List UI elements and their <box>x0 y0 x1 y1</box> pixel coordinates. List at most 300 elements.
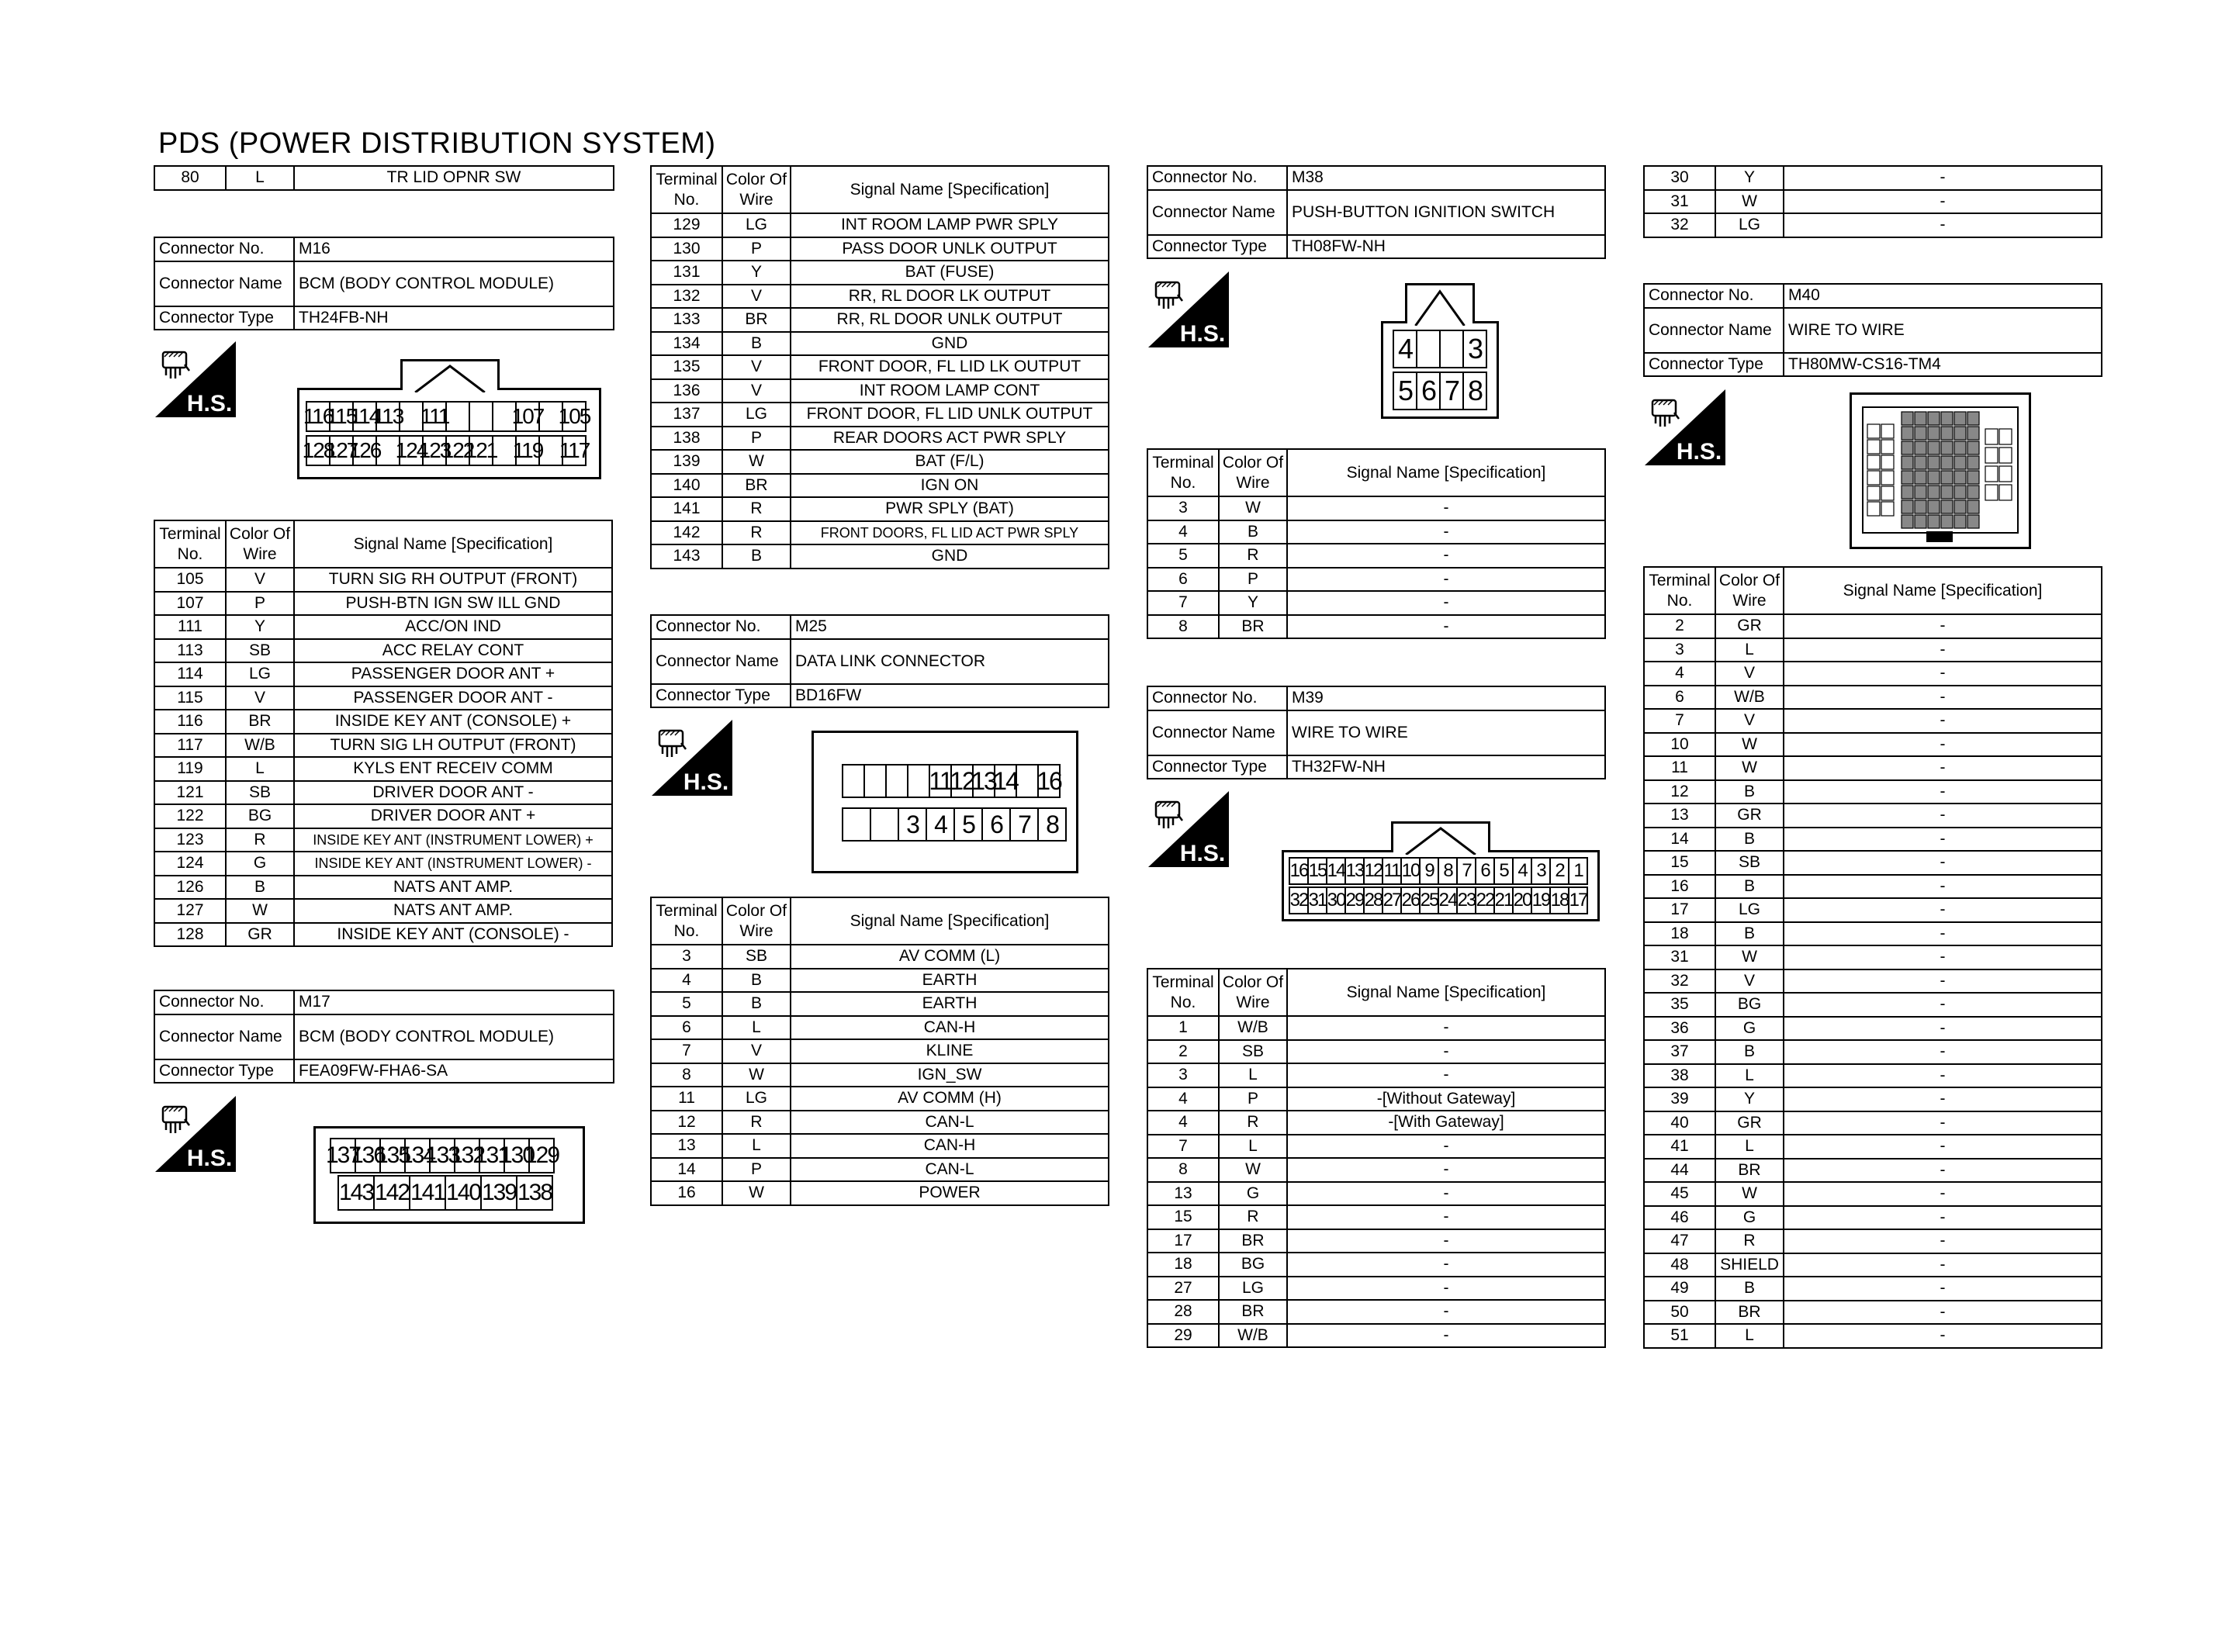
color-cell: P <box>1219 1087 1287 1111</box>
table-row <box>1644 1301 2102 1325</box>
color-cell: BR <box>1219 1229 1287 1253</box>
header-line: Terminal <box>656 901 718 920</box>
color-cell: L <box>722 1016 791 1040</box>
m25-signal-table <box>650 897 1109 1206</box>
table-row <box>1147 1158 1605 1182</box>
table-row <box>1147 1111 1605 1135</box>
color-cell: BR <box>1715 1159 1784 1183</box>
connector-type: TH24FB-NH <box>294 306 614 330</box>
terminal-cell: 35 <box>1644 993 1715 1017</box>
color-cell: Y <box>226 615 294 639</box>
pin-cell: 14 <box>1326 857 1346 885</box>
terminal-cell: 32 <box>1644 213 1715 237</box>
color-cell: W <box>226 899 294 923</box>
color-cell: Y <box>1715 1087 1784 1111</box>
m40-connector-diagram <box>1850 392 2031 549</box>
terminal-cell: 51 <box>1644 1324 1715 1348</box>
color-cell: R <box>722 521 791 545</box>
pin-cell: 129 <box>528 1138 555 1173</box>
table-row <box>651 308 1109 332</box>
table-row <box>1644 1064 2102 1088</box>
m39-signal-table <box>1147 968 1606 1348</box>
terminal-cell: 13 <box>1644 804 1715 828</box>
table-row <box>1644 851 2102 875</box>
signal-cell: - <box>1287 1229 1605 1253</box>
terminal-cell: 3 <box>651 945 722 969</box>
header-line: Color Of <box>1222 453 1284 472</box>
color-cell: BR <box>722 474 791 498</box>
pin-row <box>1290 886 1588 914</box>
header-line: Wire <box>1236 993 1270 1011</box>
signal-name-header: Signal Name [Specification] <box>1784 567 2102 614</box>
signal-cell: - <box>1287 1205 1605 1229</box>
table-row <box>1147 1205 1605 1229</box>
table-row <box>1644 1111 2102 1135</box>
hs-label: H.S. <box>1179 321 1226 347</box>
pin-cell: 25 <box>1419 886 1439 914</box>
pin-cell: 14 <box>994 764 1017 798</box>
table-row <box>1147 1063 1605 1087</box>
connector-type: TH32FW-NH <box>1287 755 1605 779</box>
terminal-cell: 140 <box>651 474 722 498</box>
table-row <box>1644 638 2102 662</box>
signal-cell: - <box>1287 1324 1605 1348</box>
header-line: Terminal <box>159 524 221 543</box>
m17-connector-diagram <box>313 1126 585 1224</box>
signal-cell: - <box>1784 733 2102 757</box>
signal-cell: - <box>1784 1277 2102 1301</box>
signal-cell: TR LID OPNR SW <box>294 166 614 190</box>
table-row <box>651 403 1109 427</box>
color-cell: V <box>722 1039 791 1063</box>
pin-cell: 114 <box>352 401 377 432</box>
terminal-cell: 14 <box>1644 828 1715 852</box>
table-row <box>1147 520 1605 544</box>
header-line: No. <box>177 544 203 563</box>
color-of-wire-header <box>226 520 294 568</box>
pin-cell <box>907 764 930 798</box>
signal-name-header: Signal Name [Specification] <box>791 897 1109 945</box>
terminal-cell: 5 <box>1147 544 1219 568</box>
pin-cell: 30 <box>1326 886 1346 914</box>
connector-no: M17 <box>294 990 614 1014</box>
table-row <box>651 427 1109 451</box>
connector-name: BCM (BODY CONTROL MODULE) <box>294 1014 614 1059</box>
terminal-cell: 16 <box>651 1181 722 1205</box>
connector-type: BD16FW <box>791 684 1109 708</box>
table-row <box>651 237 1109 261</box>
table-row <box>1644 709 2102 733</box>
connector-latch <box>1391 821 1490 852</box>
terminal-cell: 8 <box>1147 1158 1219 1182</box>
terminal-cell: 44 <box>1644 1159 1715 1183</box>
table-row <box>1644 969 2102 994</box>
table-row <box>1644 1277 2102 1301</box>
header-line: No. <box>1666 591 1693 610</box>
terminal-cell: 3 <box>1644 638 1715 662</box>
connector-latch <box>1405 283 1475 323</box>
header-line: Wire <box>739 921 773 940</box>
color-cell: B <box>226 876 294 900</box>
signal-cell: FRONT DOOR, FL LID LK OUTPUT <box>791 355 1109 379</box>
pin-cell: 3 <box>898 807 927 842</box>
table-row <box>154 804 612 828</box>
color-cell: B <box>1715 1277 1784 1301</box>
table-row <box>1644 1159 2102 1183</box>
m17-info-table <box>154 990 614 1083</box>
table-row <box>1644 898 2102 922</box>
table-row <box>154 592 612 616</box>
signal-cell: KYLS ENT RECEIV COMM <box>294 757 612 781</box>
terminal-cell: 17 <box>1147 1229 1219 1253</box>
color-cell: L <box>1219 1135 1287 1159</box>
terminal-cell: 28 <box>1147 1300 1219 1324</box>
m25-info-table <box>650 614 1109 708</box>
terminal-cell: 6 <box>1644 686 1715 710</box>
pin-row <box>843 764 1061 798</box>
color-cell: SB <box>1219 1040 1287 1064</box>
terminal-cell: 13 <box>1147 1182 1219 1206</box>
signal-cell: FRONT DOORS, FL LID ACT PWR SPLY <box>791 521 1109 545</box>
hs-icon <box>1148 791 1229 867</box>
table-row <box>651 261 1109 285</box>
color-cell: BR <box>722 308 791 332</box>
table-row <box>651 213 1109 237</box>
terminal-cell: 48 <box>1644 1253 1715 1277</box>
table-row <box>154 876 612 900</box>
signal-name-header: Signal Name [Specification] <box>791 166 1109 213</box>
table-row <box>1147 1135 1605 1159</box>
pin-cell <box>842 764 865 798</box>
signal-cell: INSIDE KEY ANT (INSTRUMENT LOWER) - <box>294 852 612 876</box>
table-row <box>651 1087 1109 1111</box>
terminal-cell: 27 <box>1147 1277 1219 1301</box>
signal-cell: PASSENGER DOOR ANT + <box>294 662 612 686</box>
hs-icon <box>1148 271 1229 347</box>
color-cell: LG <box>1715 213 1784 237</box>
table-row <box>154 781 612 805</box>
pin-cell: 6 <box>981 807 1011 842</box>
pin-cell: 116 <box>306 401 330 432</box>
terminal-cell: 130 <box>651 237 722 261</box>
table-row <box>1644 828 2102 852</box>
color-cell: L <box>1219 1063 1287 1087</box>
signal-cell: AV COMM (H) <box>791 1087 1109 1111</box>
table-row <box>651 1181 1109 1205</box>
m16-prev-row-table <box>154 165 614 191</box>
terminal-cell: 47 <box>1644 1229 1715 1253</box>
terminal-cell: 8 <box>1147 615 1219 639</box>
color-cell: B <box>722 969 791 993</box>
pin-cell: 130 <box>504 1138 530 1173</box>
color-cell: V <box>226 686 294 710</box>
signal-cell: GND <box>791 544 1109 569</box>
table-row <box>154 166 614 190</box>
terminal-cell: 29 <box>1147 1324 1219 1348</box>
color-cell: B <box>1715 875 1784 899</box>
table-row <box>1644 1017 2102 1041</box>
table-row <box>1147 1182 1605 1206</box>
signal-cell: BAT (FUSE) <box>791 261 1109 285</box>
terminal-no-header <box>651 166 722 213</box>
color-cell: BG <box>1219 1253 1287 1277</box>
terminal-cell: 4 <box>651 969 722 993</box>
m16-info-table <box>154 237 614 330</box>
color-cell: BG <box>226 804 294 828</box>
terminal-cell: 132 <box>651 285 722 309</box>
pin-cell: 23 <box>1456 886 1476 914</box>
signal-cell: - <box>1784 1301 2102 1325</box>
terminal-cell: 45 <box>1644 1182 1715 1206</box>
pin-cell <box>1416 330 1441 368</box>
color-cell: W <box>1715 190 1784 214</box>
pin-cell: 13 <box>972 764 995 798</box>
terminal-cell: 32 <box>1644 969 1715 994</box>
m39-continued-table <box>1643 165 2102 238</box>
pin-cell: 2 <box>1549 857 1569 885</box>
terminal-cell: 15 <box>1147 1205 1219 1229</box>
terminal-cell: 114 <box>154 662 226 686</box>
pin-cell: 8 <box>1462 372 1487 410</box>
color-cell: B <box>1715 780 1784 804</box>
signal-cell: CAN-L <box>791 1158 1109 1182</box>
color-cell: GR <box>226 923 294 947</box>
pin-cell: 124 <box>399 435 424 466</box>
terminal-cell: 133 <box>651 308 722 332</box>
color-cell: W/B <box>1715 686 1784 710</box>
color-cell: B <box>1219 520 1287 544</box>
table-header-row <box>651 166 1109 213</box>
terminal-cell: 39 <box>1644 1087 1715 1111</box>
signal-cell: IGN ON <box>791 474 1109 498</box>
pin-row <box>302 435 590 466</box>
terminal-cell: 131 <box>651 261 722 285</box>
color-cell: W <box>722 1181 791 1205</box>
connector-no-label: Connector No. <box>154 237 294 261</box>
terminal-cell: 50 <box>1644 1301 1715 1325</box>
table-row <box>154 852 612 876</box>
connector-type-label: Connector Type <box>154 306 294 330</box>
color-cell: W <box>1715 756 1784 780</box>
table-row <box>1147 1300 1605 1324</box>
color-cell: V <box>722 355 791 379</box>
color-cell: W/B <box>1219 1016 1287 1040</box>
color-cell: B <box>722 992 791 1016</box>
signal-cell: - <box>1784 709 2102 733</box>
pin-cell: 9 <box>1419 857 1439 885</box>
pin-cell: 5 <box>1493 857 1514 885</box>
color-cell: B <box>1715 1040 1784 1064</box>
signal-cell: - <box>1784 686 2102 710</box>
table-row <box>1147 1040 1605 1064</box>
terminal-no-header <box>651 897 722 945</box>
signal-cell: - <box>1784 662 2102 686</box>
signal-cell: - <box>1784 1229 2102 1253</box>
connector-latch <box>400 359 500 390</box>
pin-cell: 27 <box>1382 886 1402 914</box>
connector-no: M39 <box>1287 686 1605 710</box>
hs-icon <box>155 341 236 417</box>
pin-cell: 29 <box>1344 886 1365 914</box>
signal-cell: - <box>1287 1253 1605 1277</box>
signal-cell: POWER <box>791 1181 1109 1205</box>
pin-cell <box>870 807 899 842</box>
table-row <box>651 1134 1109 1158</box>
pin-cell: 31 <box>1307 886 1327 914</box>
signal-cell: CAN-L <box>791 1111 1109 1135</box>
table-row <box>651 355 1109 379</box>
terminal-cell: 49 <box>1644 1277 1715 1301</box>
connector-name: PUSH-BUTTON IGNITION SWITCH <box>1287 190 1605 235</box>
terminal-cell: 4 <box>1644 662 1715 686</box>
m40-signal-table <box>1643 566 2102 1349</box>
terminal-cell: 143 <box>651 544 722 569</box>
pin-cell: 12 <box>1363 857 1383 885</box>
signal-cell: TURN SIG RH OUTPUT (FRONT) <box>294 568 612 592</box>
m40-info-table <box>1643 283 2102 377</box>
pin-row <box>1394 330 1487 368</box>
table-row <box>1147 1016 1605 1040</box>
pin-cell: 3 <box>1462 330 1487 368</box>
header-line: No. <box>1170 993 1196 1011</box>
signal-cell: - <box>1784 1111 2102 1135</box>
color-cell: W <box>722 450 791 474</box>
table-row <box>154 757 612 781</box>
color-cell: G <box>1715 1206 1784 1230</box>
table-header-row <box>651 897 1109 945</box>
connector-no: M40 <box>1784 284 2102 308</box>
color-cell: V <box>1715 969 1784 994</box>
hs-label: H.S. <box>186 1146 233 1171</box>
connector-type-label: Connector Type <box>154 1059 294 1083</box>
signal-cell: - <box>1784 190 2102 214</box>
terminal-cell: 3 <box>1147 1063 1219 1087</box>
signal-cell: - <box>1287 568 1605 592</box>
pin-cell: 10 <box>1400 857 1421 885</box>
signal-cell: - <box>1287 520 1605 544</box>
connector-type-label: Connector Type <box>1147 755 1287 779</box>
m38-info-table <box>1147 165 1606 259</box>
table-row <box>1644 804 2102 828</box>
table-row <box>1644 1040 2102 1064</box>
pin-cell: 136 <box>355 1138 381 1173</box>
color-cell: LG <box>722 403 791 427</box>
terminal-cell: 12 <box>651 1111 722 1135</box>
pin-cell: 133 <box>429 1138 455 1173</box>
terminal-cell: 141 <box>651 497 722 521</box>
m38-signal-table <box>1147 448 1606 639</box>
signal-cell: PUSH-BTN IGN SW ILL GND <box>294 592 612 616</box>
color-cell: LG <box>1219 1277 1287 1301</box>
table-row <box>651 1063 1109 1087</box>
terminal-cell: 36 <box>1644 1017 1715 1041</box>
terminal-cell: 7 <box>1147 591 1219 615</box>
color-cell: SHIELD <box>1715 1253 1784 1277</box>
signal-name-header: Signal Name [Specification] <box>294 520 612 568</box>
color-cell: W/B <box>1219 1324 1287 1348</box>
pin-cell: 16 <box>1289 857 1309 885</box>
signal-cell: - <box>1784 1253 2102 1277</box>
terminal-cell: 2 <box>1644 614 1715 638</box>
pin-cell: 15 <box>1307 857 1327 885</box>
connector-type-label: Connector Type <box>1147 235 1287 259</box>
table-row <box>1147 1253 1605 1277</box>
table-row <box>1644 875 2102 899</box>
signal-cell: - <box>1287 544 1605 568</box>
connector-no: M25 <box>791 615 1109 639</box>
color-cell: BR <box>226 710 294 734</box>
signal-cell: INT ROOM LAMP PWR SPLY <box>791 213 1109 237</box>
header-line: Color Of <box>725 170 787 188</box>
terminal-cell: 3 <box>1147 496 1219 520</box>
table-row <box>154 568 612 592</box>
pin-row <box>1290 857 1588 885</box>
terminal-cell: 8 <box>651 1063 722 1087</box>
signal-cell: - <box>1287 615 1605 639</box>
signal-cell: RR, RL DOOR LK OUTPUT <box>791 285 1109 309</box>
pin-cell: 24 <box>1438 886 1458 914</box>
table-row <box>1147 496 1605 520</box>
table-row <box>651 1039 1109 1063</box>
terminal-no-header <box>1644 567 1715 614</box>
color-cell: BR <box>1219 615 1287 639</box>
page-title: PDS (POWER DISTRIBUTION SYSTEM) <box>158 127 716 160</box>
table-row <box>154 686 612 710</box>
signal-cell: CAN-H <box>791 1016 1109 1040</box>
signal-cell: INSIDE KEY ANT (CONSOLE) - <box>294 923 612 947</box>
connector-type: TH08FW-NH <box>1287 235 1605 259</box>
pin-cell: 123 <box>422 435 447 466</box>
signal-name-header: Signal Name [Specification] <box>1287 969 1605 1016</box>
connector-name: WIRE TO WIRE <box>1784 308 2102 353</box>
table-row <box>651 379 1109 403</box>
color-of-wire-header <box>722 166 791 213</box>
signal-cell: - <box>1287 1158 1605 1182</box>
color-cell: V <box>226 568 294 592</box>
pin-cell: 135 <box>379 1138 406 1173</box>
table-row <box>1644 1324 2102 1348</box>
signal-cell: - <box>1287 1300 1605 1324</box>
signal-cell: - <box>1784 1159 2102 1183</box>
color-cell: SB <box>722 945 791 969</box>
table-row <box>1644 1229 2102 1253</box>
terminal-cell: 119 <box>154 757 226 781</box>
terminal-cell: 121 <box>154 781 226 805</box>
color-cell: SB <box>226 781 294 805</box>
header-line: Wire <box>1732 591 1767 610</box>
table-row <box>154 639 612 663</box>
table-row <box>1644 190 2102 214</box>
color-cell: Y <box>722 261 791 285</box>
terminal-cell: 2 <box>1147 1040 1219 1064</box>
table-row <box>651 285 1109 309</box>
color-cell: Y <box>1715 166 1784 190</box>
color-cell: V <box>1715 662 1784 686</box>
signal-cell: - <box>1287 1182 1605 1206</box>
terminal-cell: 142 <box>651 521 722 545</box>
table-row <box>154 923 612 947</box>
color-cell: V <box>722 285 791 309</box>
signal-cell: -[Without Gateway] <box>1287 1087 1605 1111</box>
pin-cell: 115 <box>329 401 354 432</box>
m39-connector-diagram <box>1282 850 1600 921</box>
color-cell: V <box>1715 709 1784 733</box>
pin-cell: 11 <box>929 764 952 798</box>
connector-name: BCM (BODY CONTROL MODULE) <box>294 261 614 306</box>
color-cell: L <box>1715 638 1784 662</box>
terminal-cell: 7 <box>1644 709 1715 733</box>
hs-label: H.S. <box>1676 439 1722 465</box>
